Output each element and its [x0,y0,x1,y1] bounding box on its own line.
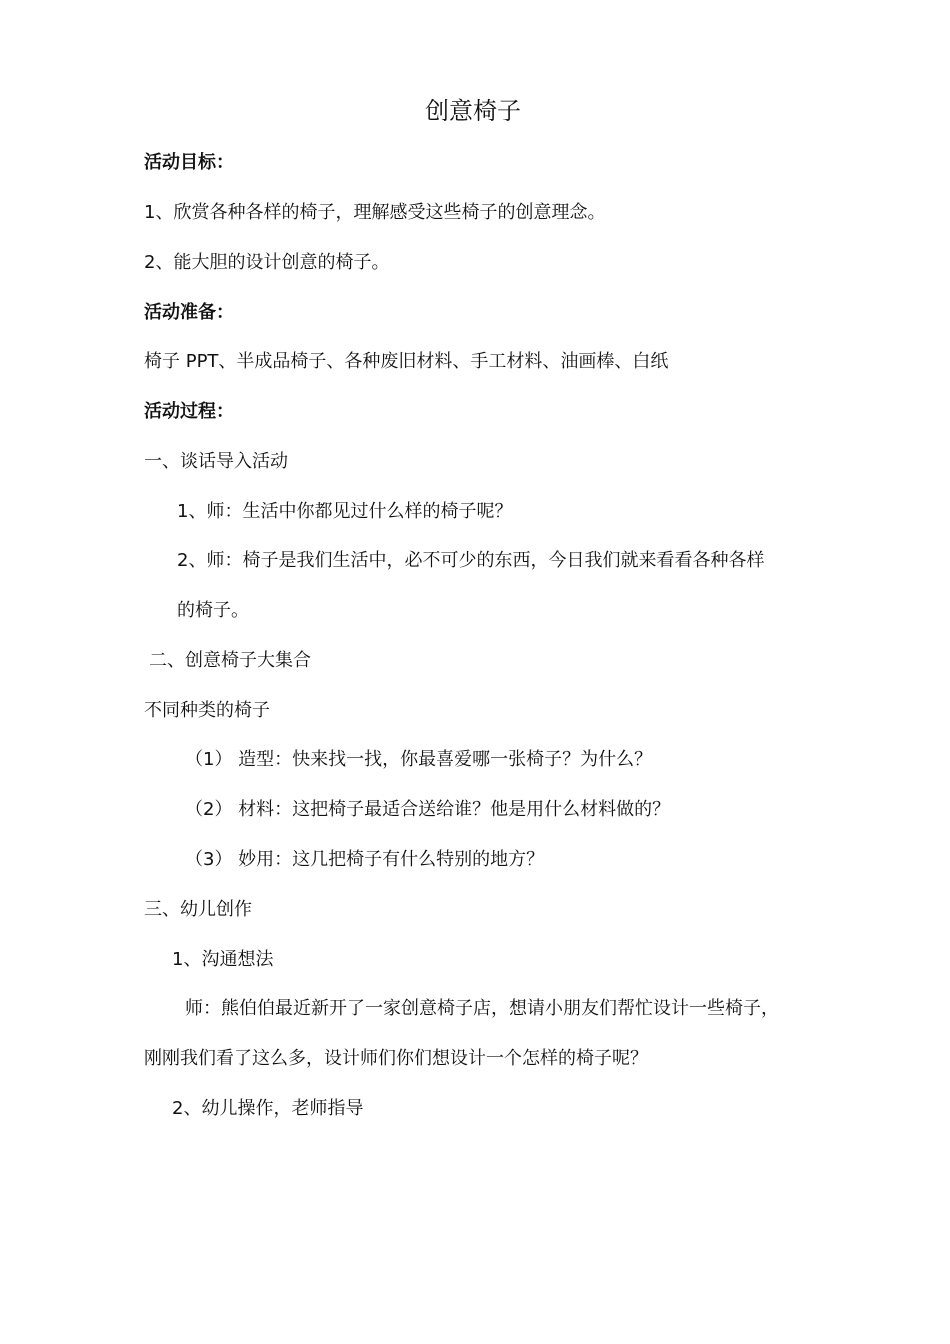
section-3-item-2: 2、幼儿操作，老师指导 [172,1098,364,1119]
section-2-item-1: （1） 造型：快来找一找，你最喜爱哪一张椅子？为什么？ [185,749,653,770]
section-3-title: 三、幼儿创作 [144,899,252,920]
process-heading: 活动过程： [144,401,234,422]
section-2-item-3: （3） 妙用：这几把椅子有什么特别的地方？ [185,849,545,870]
prep-heading: 活动准备： [144,302,234,323]
section-2-item-2: （2） 材料：这把椅子最适合送给谁？他是用什么材料做的？ [185,799,671,820]
section-1-item-2-line-1: 2、师：椅子是我们生活中，必不可少的东西，今日我们就来看看各种各样 [177,550,765,571]
prep-text: 椅子 PPT、半成品椅子、各种废旧材料、手工材料、油画棒、白纸 [144,351,669,372]
section-2-title: 二、创意椅子大集合 [149,650,311,671]
section-1-item-1: 1、师：生活中你都见过什么样的椅子呢？ [177,501,513,522]
goal-item-1: 1、欣赏各种各样的椅子，理解感受这些椅子的创意理念。 [144,202,606,223]
section-2-subtitle: 不同种类的椅子 [144,700,270,721]
goal-heading: 活动目标： [144,152,234,173]
section-1-title: 一、谈话导入活动 [144,451,288,472]
section-3-paragraph-line-1: 师：熊伯伯最近新开了一家创意椅子店，想请小朋友们帮忙设计一些椅子， [185,998,779,1019]
section-1-item-2-line-2: 的椅子。 [177,600,249,621]
section-3-item-1: 1、沟通想法 [172,949,274,970]
goal-item-2: 2、能大胆的设计创意的椅子。 [144,252,390,273]
document-title: 创意椅子 [425,97,521,125]
section-3-paragraph-line-2: 刚刚我们看了这么多，设计师们你们想设计一个怎样的椅子呢？ [144,1048,648,1069]
